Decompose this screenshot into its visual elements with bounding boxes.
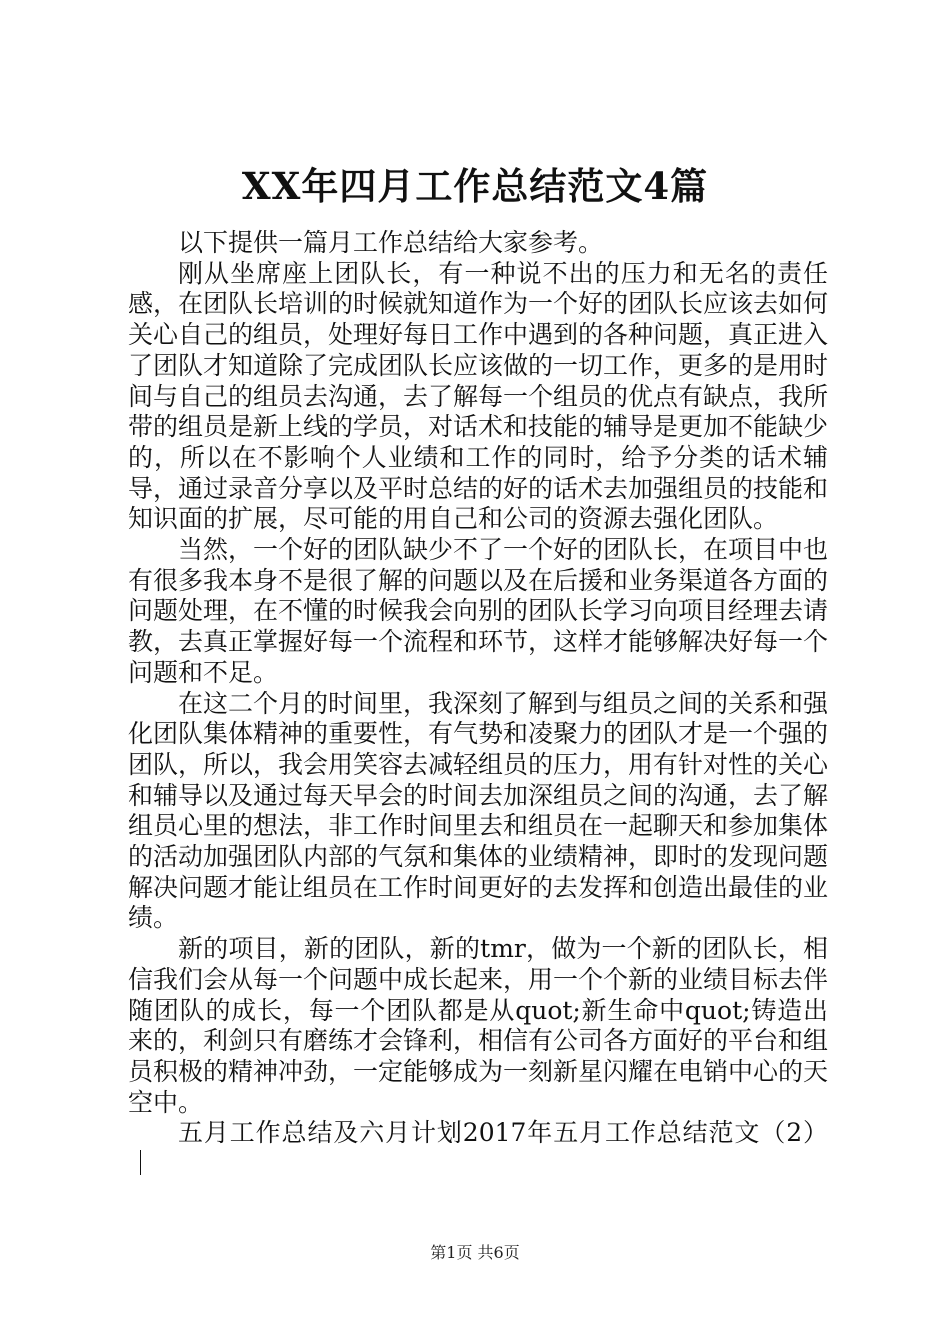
paragraph-1: 刚从坐席座上团队长，有一种说不出的压力和无名的责任感，在团队长培训的时候就知道作为一个好的团队长应该去如何关心自己的组员，处理好每日工作中遇到的各种问题，真正进入了团队才知道除了完成团队长应该做的一切工作，更多的是用时间与自己的组员去沟通，去了解每一个组员的优点有缺点，我所带的组员是新上线的学员，对话术和技能的辅导是更加不能缺少的，所以在不影响个人业绩和工作的同时，给予分类的话术辅导，通过录音分享以及平时总结的好的话术去加强组员的技能和知识面的扩展，尽可能的用自己和公司的资源去强化团队。 — [128, 258, 829, 534]
document-body — [128, 228, 828, 1180]
paragraph-4: 新的项目，新的团队，新的tmr，做为一个新的团队长，相信我们会从每一个问题中成长起来，用一个个新的业绩目标去伴随团队的成长，每一个团队都是从quot;新生命中quot;铸造出来的，利剑只有磨练才会锋利，相信有公司各方面好的平台和组员积极的精神冲劲，一定能够成为一刻新星闪耀在电销中心的天空中。 — [128, 934, 829, 1117]
paragraph-3: 在这二个月的时间里，我深刻了解到与组员之间的关系和强化团队集体精神的重要性，有气势和凌聚力的团队才是一个强的团队，所以，我会用笑容去减轻组员的压力，用有针对性的关心和辅导以及通过每天早会的时间去加深组员之间的沟通，去了解组员心里的想法，非工作时间里去和组员在一起聊天和参加集体的活动加强团队内部的气氛和集体的业绩精神，即时的发现问题解决问题才能让组员在工作时间更好的去发挥和创造出最佳的业绩。 — [128, 688, 829, 933]
paragraph-intro: 以下提供一篇月工作总结给大家参考。 — [178, 228, 604, 257]
paragraph-5: 五月工作总结及六月计划2017年五月工作总结范文（2）｜ — [128, 1118, 828, 1179]
paragraph-2: 当然，一个好的团队缺少不了一个好的团队长，在项目中也有很多我本身不是很了解的问题以及在后援和业务渠道各方面的问题处理，在不懂的时候我会向别的团队长学习向项目经理去请教，去真正掌握好每一个流程和环节，这样才能够解决好每一个问题和不足。 — [128, 535, 829, 687]
page-number-footer: 第1页 共6页 — [430, 1243, 520, 1262]
document-title: XX年四月工作总结范文4篇 — [241, 164, 709, 208]
